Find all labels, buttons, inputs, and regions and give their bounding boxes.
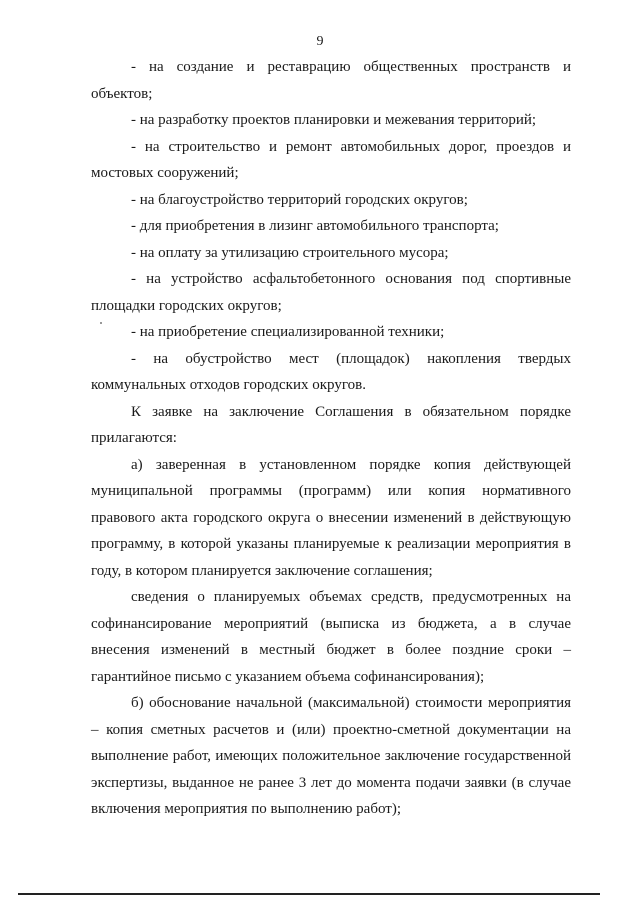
list-item: - для приобретения в лизинг автомобильного транспорта; [131, 218, 499, 234]
list-item: - на устройство асфальтобетонного основания под спортивные площадки городских округов; [91, 271, 571, 314]
list-item: - на строительство и ремонт автомобильных дорог, проездов и мостовых сооружений; [91, 138, 571, 181]
list-item: - на разработку проектов планировки и межевания территорий; [131, 112, 537, 128]
paragraph: сведения о планируемых объемах средств, предусмотренных на софинансирование мероприятий (выписка из бюджета, а в случае внесения изменений в местный бюджет в более поздние сроки – гарантийное письмо с указанием объема софинансирования); [91, 589, 571, 685]
page-bottom-rule [18, 893, 600, 895]
list-item: - на обустройство мест (площадок) накопления твердых коммунальных отходов городских округов. [91, 350, 571, 393]
list-item: - на создание и реставрацию общественных пространств и объектов; [91, 59, 571, 102]
list-item: - на приобретение специализированной техники; [131, 324, 445, 340]
list-item: - на оплату за утилизацию строительного мусора; [131, 244, 449, 261]
page-number: 9 [316, 34, 324, 49]
list-item: - на благоустройство территорий городских округов; [131, 191, 468, 208]
paragraph: К заявке на заключение Соглашения в обязательном порядке прилагаются: [91, 403, 571, 446]
scan-speck [100, 322, 102, 324]
paragraph: б) обоснование начальной (максимальной) стоимости мероприятия – копия сметных расчетов и (или) проектно-сметной документации на выполнение работ, имеющих положительное заключение государственной экспертизы, выданное не ранее 3 лет до момента подачи заявки (в случае включения мероприятия по выполнению работ); [91, 695, 571, 817]
document-body [91, 54, 571, 823]
paragraph: а) заверенная в установленном порядке копия действующей муниципальной программы (программ) или копия нормативного правового акта городского округа о внесении изменений в действующую программу, в которой указаны планируемые к реализации мероприятия в году, в котором планируется заключение соглашения; [91, 456, 571, 579]
